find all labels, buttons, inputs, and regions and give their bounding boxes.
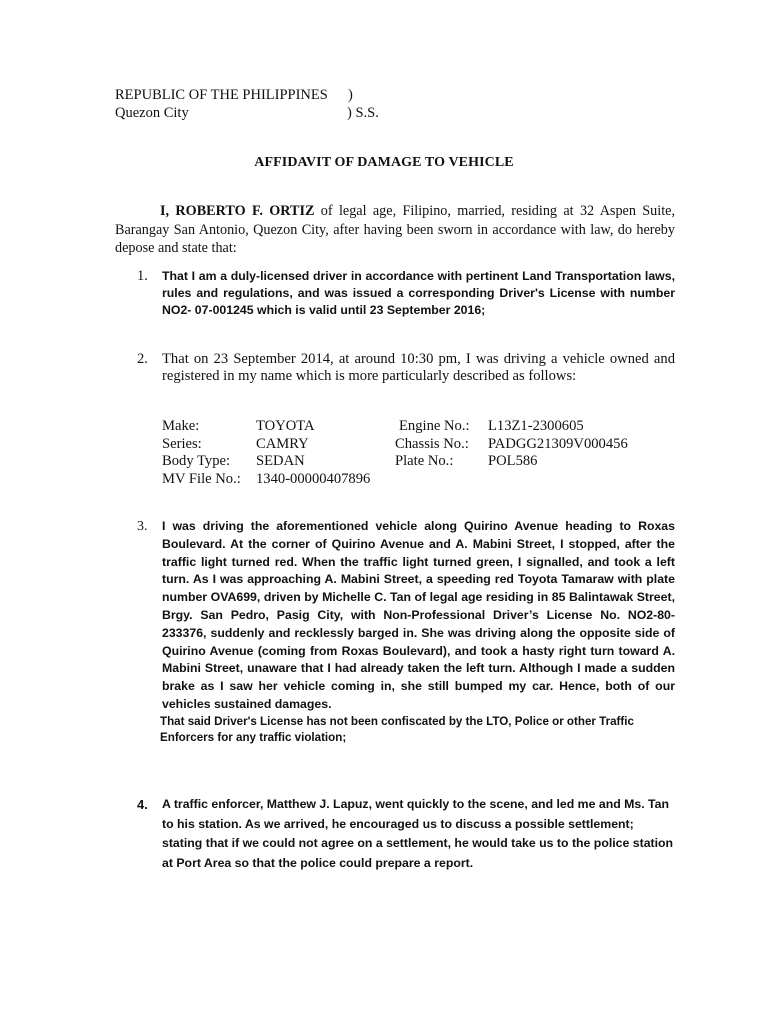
intro-paragraph (115, 202, 675, 258)
paragraph-text: That on 23 September 2014, at around 10:30 pm, I was driving a vehicle owned and registered in my name which is more particularly described as follows: (162, 351, 675, 384)
make-label: Make: (162, 418, 200, 434)
body-type-label: Body Type: (162, 453, 231, 469)
venue-bracket: ) (348, 87, 353, 103)
paragraph-number: 4. (137, 797, 148, 812)
engine-label: Engine No.: (399, 418, 470, 434)
paragraph-subtext: That said Driver's License has not been confiscated by the LTO, Police or other Traffic Enforcers for any traffic violation; (160, 714, 634, 745)
paragraph-number: 1. (137, 268, 148, 284)
venue-caption (115, 86, 379, 122)
paragraph-text: A traffic enforcer, Matthew J. Lapuz, went quickly to the scene, and led me and Ms. Tan to his station. As we arrived, he encouraged us to discuss a possible settlement; stating that if we could not agree on a settlement, he would take us to the police station at Port Area so that the police could prepare a report. (162, 797, 674, 870)
series-value: CAMRY (256, 435, 309, 452)
paragraph-4 (137, 795, 675, 873)
engine-value: L13Z1-2300605 (488, 418, 584, 434)
chassis-label: Chassis No.: (395, 435, 469, 452)
venue-city: Quezon City (115, 105, 189, 121)
venue-country: REPUBLIC OF THE PHILIPPINES (115, 87, 328, 103)
paragraph-1 (137, 268, 675, 319)
paragraph-number: 3. (137, 519, 148, 534)
paragraph-2 (137, 351, 675, 385)
paragraph-text: That I am a duly-licensed driver in accordance with pertinent Land Transportation laws, rules and regulations, and was issued a corresponding Driver's License with number NO2- 07-001245 which is valid until 23 September 2016; (162, 269, 675, 317)
paragraph-number: 2. (137, 351, 148, 367)
make-value: TOYOTA (256, 418, 315, 434)
mv-file-value: 1340-00000407896 (256, 470, 371, 487)
paragraph-3 (137, 518, 675, 747)
plate-value: POL586 (488, 453, 538, 469)
paragraph-text: I was driving the aforementioned vehicle along Quirino Avenue heading to Roxas Boulevard. At the corner of Quirino Avenue and A. Mabini Street, I stopped, after the traffic light turned red. When the traffic light turned green, I signalled, and took a left turn. As I was approaching A. Mabini Street, a speeding red Toyota Tamaraw with plate number OVA699, driven by Michelle C. Tan of legal age residing in 85 Balintawak Street, Brgy. San Pedro, Pasig City, with Non-Professional Driver’s License No. NO2-80-233376, suddenly and recklessly barged in. She was driving along the opposite side of Quirino Avenue (coming from Roxas Boulevard), and took a hasty right turn toward A. Mabini Street, unaware that I had already taken the left turn. Although I made a sudden brake as I saw her vehicle coming in, she still bumped my car. Hence, both of our vehicles sustained damages. (162, 519, 675, 711)
body-type-value: SEDAN (256, 453, 305, 469)
venue-ss: ) S.S. (347, 105, 379, 121)
document-title: AFFIDAVIT OF DAMAGE TO VEHICLE (254, 155, 514, 170)
mv-file-label: MV File No.: (162, 470, 241, 487)
intro-text: of legal age, Filipino, married, residing at 32 Aspen Suite, Barangay San Antonio, Quezon City, after having been sworn in accordance with law, do hereby depose and state that: (115, 203, 675, 256)
affiant-name: I, ROBERTO F. ORTIZ (160, 203, 315, 219)
chassis-value: PADGG21309V000456 (488, 435, 628, 452)
series-label: Series: (162, 435, 202, 452)
plate-label: Plate No.: (395, 453, 454, 469)
